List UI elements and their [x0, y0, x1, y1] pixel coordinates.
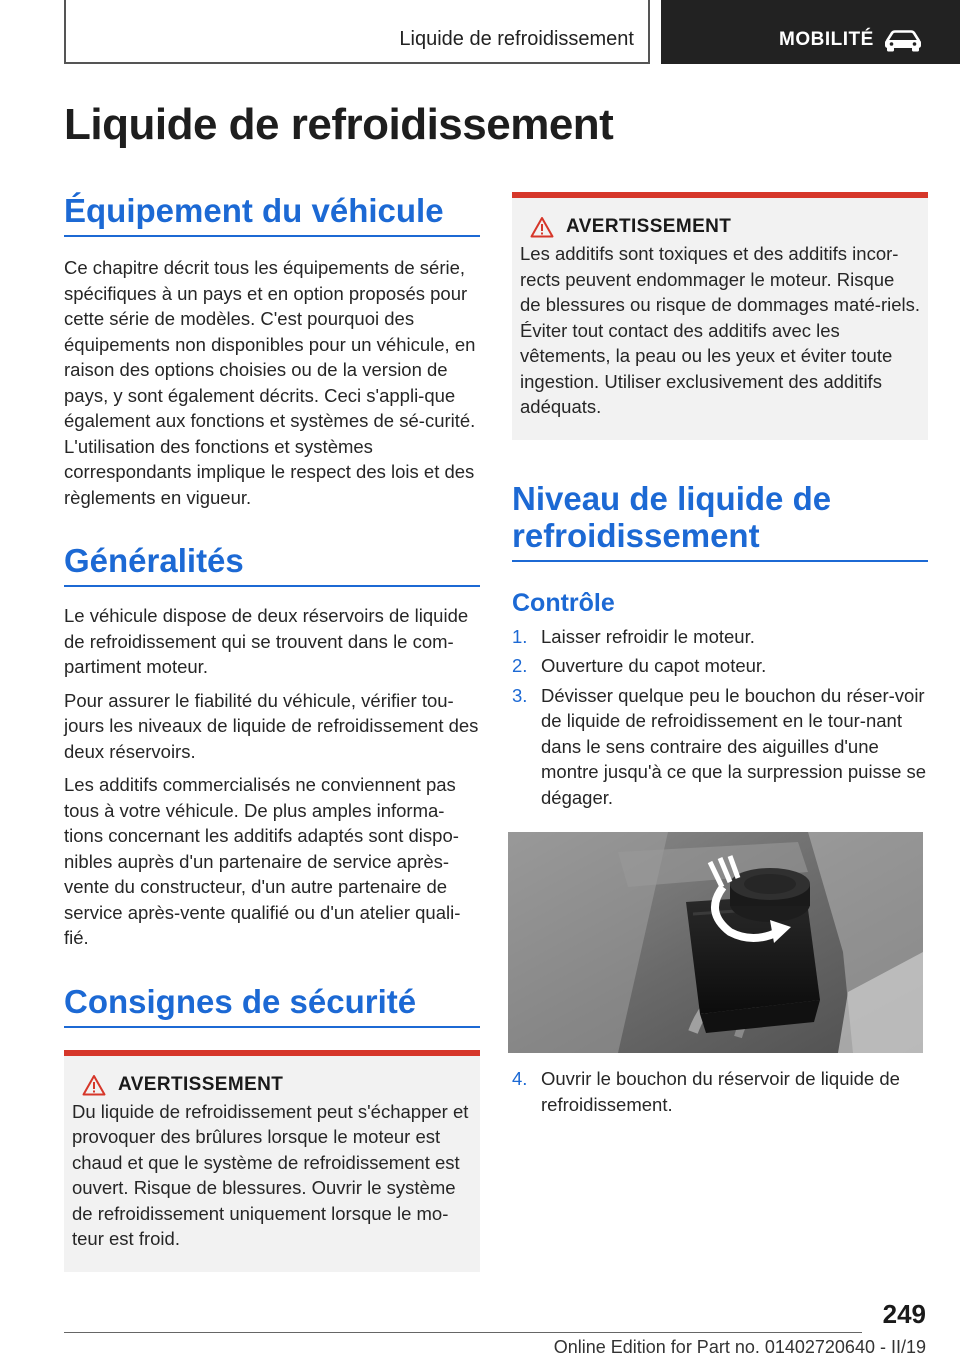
footer-edition: Online Edition for Part no. 01402720640 - II/19 — [553, 1337, 926, 1357]
step-text: Ouverture du capot moteur. — [541, 655, 767, 676]
equipment-heading: Équipement du véhicule — [64, 192, 480, 237]
left-column — [64, 192, 480, 1272]
additives-warning-title: AVERTISSEMENT — [566, 216, 732, 237]
additives-warning-text: Les additifs sont toxiques et des additifs incor-rects peuvent endommager le moteur. Risque de blessures ou risque de dommages maté-riels. Éviter tout contact des additifs avec les vêtements, la peau ou les yeux et éviter toute ingestion. Utiliser exclusivement des additifs adéquats. — [520, 243, 920, 417]
right-column — [512, 192, 928, 1121]
car-icon — [883, 30, 923, 52]
warning-triangle-icon — [82, 1074, 106, 1096]
list-item — [512, 683, 928, 811]
safety-warning-box — [64, 1050, 480, 1272]
step-number: 4. — [512, 1068, 528, 1089]
steps-list-2 — [512, 1066, 928, 1117]
general-paragraph-1: Le véhicule dispose de deux réservoirs de liquide de refroidissement qui se trouvent dans le com-partiment moteur. — [64, 605, 469, 677]
warning-triangle-icon — [530, 216, 554, 238]
header-chapter-tab[interactable] — [661, 0, 960, 64]
additives-warning-box — [512, 192, 928, 440]
step-number: 1. — [512, 625, 528, 647]
header-section-box — [64, 0, 650, 64]
step-text: Ouvrir le bouchon du réservoir de liquide de refroidissement. — [541, 1068, 900, 1115]
safety-warning-text: Du liquide de refroidissement peut s'échapper et provoquer des brûlures lorsque le moteur est chaud et que le système de refroidissement est ouvert. Risque de blessures. Ouvrir le système de refroidissement uniquement lorsque le mo-teur est froid. — [72, 1100, 469, 1249]
coolant-reservoir-photo — [508, 832, 923, 1053]
list-item — [512, 624, 928, 650]
step-text: Dévisser quelque peu le bouchon du réser-voir de liquide de refroidissement en le tour-nant dans le sens contraire des aiguilles d'une montre jusqu'à ce que la surpression puisse se dégager. — [541, 684, 927, 808]
safety-warning-title: AVERTISSEMENT — [118, 1073, 284, 1095]
footer-divider — [64, 1332, 862, 1333]
safety-heading: Consignes de sécurité — [64, 983, 480, 1028]
step-text: Laisser refroidir le moteur. — [541, 625, 755, 647]
general-heading: Généralités — [64, 542, 480, 587]
list-item — [512, 1066, 928, 1117]
page-number: 249 — [882, 1299, 926, 1329]
step-number: 3. — [512, 684, 528, 706]
header-section-title: Liquide de refroidissement — [399, 28, 634, 50]
level-heading: Niveau de liquide de refroidissement — [512, 480, 928, 562]
general-paragraph-2: Pour assurer le fiabilité du véhicule, vérifier tou-jours les niveaux de liquide de refroidissement des deux réservoirs. — [64, 689, 479, 762]
check-subheading: Contrôle — [512, 588, 615, 617]
equipment-text: Ce chapitre décrit tous les équipements de série, spécifiques à un pays et en option proposés pour cette série de modèles. C'est pourquoi des équipements non disponibles pour un véhicule, en raison des options choisies ou de la version de pays, y sont également décrits. Ceci s'appli-que également aux fonctions et systèmes de sé-curité. L'utilisation des fonctions et systèmes correspondants implique le respect des lois et des règlements en vigueur. — [64, 257, 476, 508]
step-number: 2. — [512, 655, 528, 676]
list-item — [512, 653, 928, 679]
general-paragraph-3: Les additifs commercialisés ne conviennent pas tous à votre véhicule. De plus amples informa-tions concernant les additifs adaptés sont dispo-nibles auprès d'un partenaire de service après-vente du constructeur, d'un autre partenaire de service après-vente qualifié ou d'un atelier quali-fié. — [64, 774, 461, 948]
steps-list-1 — [512, 624, 928, 811]
page-title: Liquide de refroidissement — [64, 100, 614, 149]
header-chapter-label: MOBILITÉ — [779, 29, 874, 50]
